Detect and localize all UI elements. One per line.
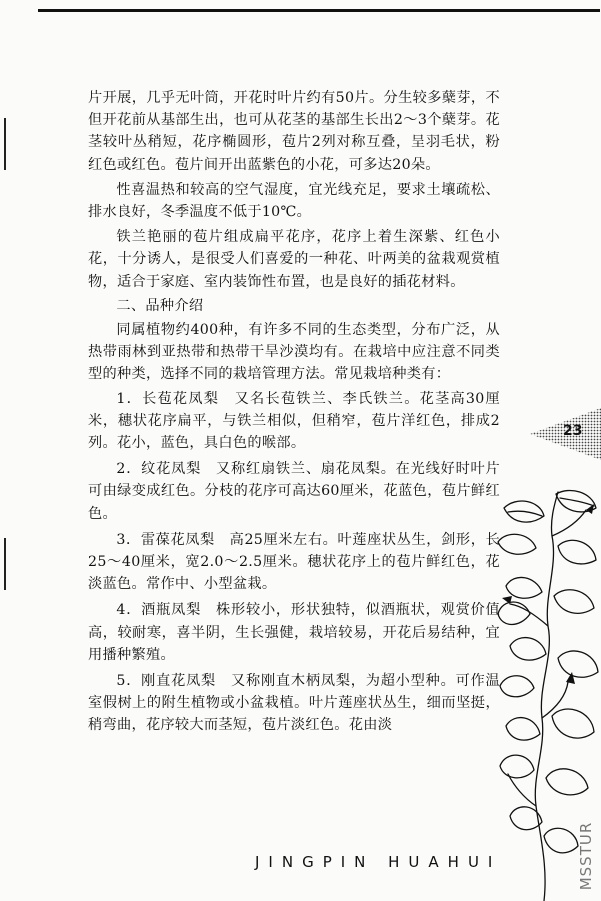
- paragraph: 性喜温热和较高的空气湿度，宜光线充足，要求土壤疏松、排水良好，冬季温度不低于10℃。: [88, 181, 500, 221]
- section-heading: 二、品种介绍: [116, 297, 204, 314]
- list-item: 3．雷葆花凤梨 高25厘米左右。叶莲座状丛生，剑形，长25～40厘米，宽2.0～2.5厘米。穗状花序上的苞片鲜红色，花淡蓝色。常作中、小型盆栽。: [88, 531, 500, 593]
- list-item: 4．酒瓶凤梨 株形较小，形状独特，似酒瓶状，观赏价值高，较耐寒，喜半阴，生长强健，栽培较易，开花后易结种，宜用播种繁殖。: [88, 602, 500, 663]
- list-item: 1．长苞花凤梨 又名长苞铁兰、李氏铁兰。花茎高30厘米，穗状花序扁平，与铁兰相似，但稍窄，苞片洋红色，排成2列。花小，蓝色，具白色的喉部。: [88, 390, 500, 452]
- page-number: 23: [563, 423, 583, 439]
- top-rule: [38, 9, 600, 12]
- list-item: 2．纹花凤梨 又称红扇铁兰、扇花凤梨。在光线好时叶片可由绿变成红色。分枝的花序可高达60厘米，花蓝色，苞片鲜红色。: [88, 461, 500, 522]
- paragraph: 同属植物约400种，有许多不同的生态类型，分布广泛，从热带雨林到亚热带和热带干旱沙漠均有。在栽培中应注意不同类型的种类，选择不同的栽培管理方法。常见栽培种类有：: [88, 322, 500, 383]
- footer-title: JINGPIN HUAHUI: [255, 853, 502, 871]
- paragraph: 片开展，几乎无叶筒，开花时叶片约有50片。分生较多蘖芽，不但开花前从基部生出，也可从花茎的基部生长出2～3个蘖芽。花茎较叶丛稍短，花序椭圆形，苞片2列对称互叠，呈羽毛状，粉红色或红色。苞片间开出蓝紫色的小花，可多达20朵。: [88, 90, 500, 173]
- paragraph: 铁兰艳丽的苞片组成扁平花序，花序上着生深紫、红色小花，十分诱人，是很受人们喜爱的一种花、叶两美的盆栽观赏植物，适合于家庭、室内装饰性布置，也是良好的插花材料。: [88, 229, 500, 290]
- body-text: [88, 87, 500, 737]
- left-binding-mark: [4, 538, 6, 590]
- left-binding-mark: [4, 118, 6, 170]
- watermark: [571, 812, 601, 900]
- watermark-text: MSSTUR: [577, 821, 595, 891]
- list-item: 5．刚直花凤梨 又称刚直木柄凤梨，为超小型种。可作温室假树上的附生植物或小盆栽植。叶片莲座状丛生，细而坚挺，稍弯曲，花序较大而茎短，苞片淡红色。花由淡: [88, 673, 500, 734]
